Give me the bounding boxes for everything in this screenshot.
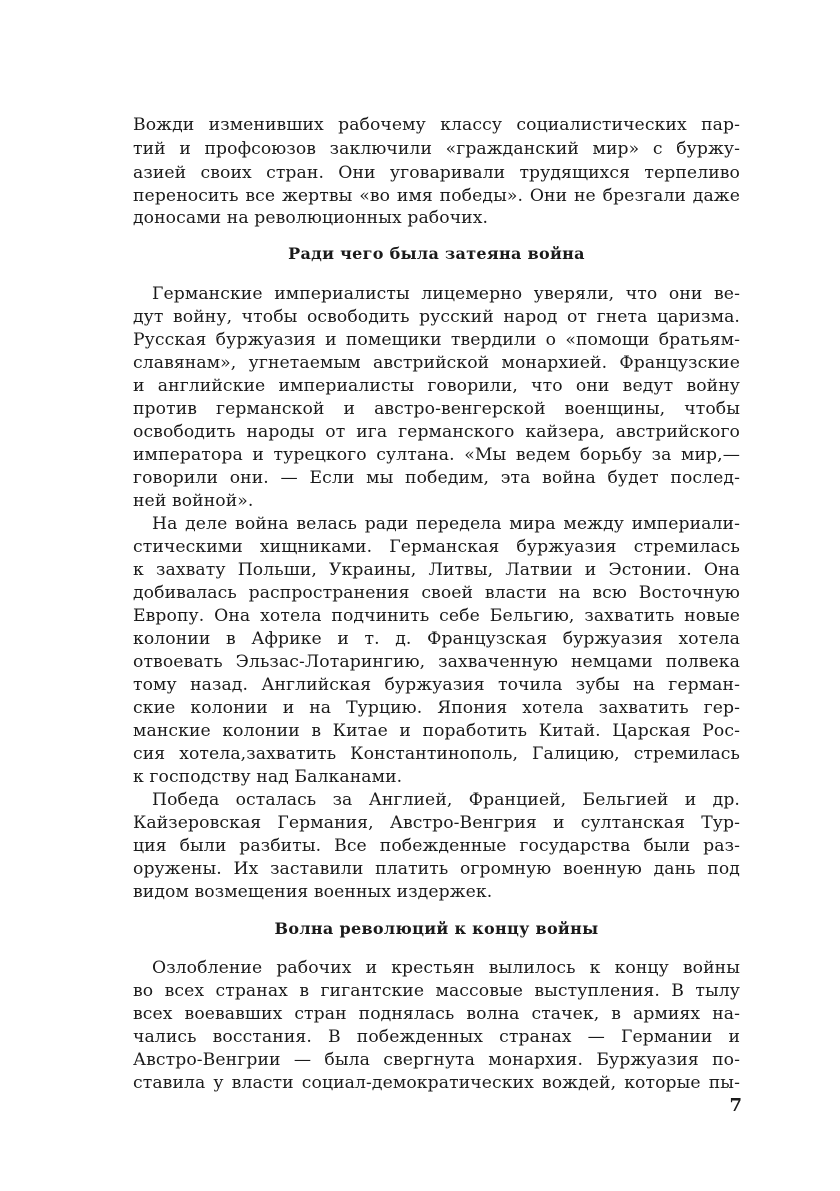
section-heading: Волна революций к концу войны [274, 919, 599, 938]
text-line: чались восстания. В побежденных странах — Германии и [133, 1027, 740, 1047]
text-line: к захвату Польши, Украины, Литвы, Латвии и Эстонии. Она [133, 560, 740, 580]
text-line: тий и профсоюзов заключили «гражданский мир» с буржу- [133, 139, 740, 159]
text-line: Германские империалисты лицемерно уверяли, что они ве- [152, 284, 740, 304]
text-line: ция были разбиты. Все побежденные государства были раз- [133, 836, 740, 856]
text-line: дут войну, чтобы освободить русский народ от гнета царизма. [133, 307, 740, 327]
text-line: азией своих стран. Они уговаривали трудящихся терпеливо [133, 163, 740, 183]
text-line: к господству над Балканами. [133, 767, 403, 787]
text-line: сия хотела,захватить Константинополь, Галицию, стремилась [133, 744, 740, 764]
text-line: императора и турецкого султана. «Мы ведем борьбу за мир,— [133, 445, 740, 465]
text-line: Кайзеровская Германия, Австро-Венгрия и султанская Тур- [133, 813, 740, 833]
text-line: тому назад. Английская буржуазия точила зубы на герман- [133, 675, 740, 695]
text-line: и английские империалисты говорили, что они ведут войну [133, 376, 740, 396]
text-line: всех воевавших стран поднялась волна стачек, в армиях на- [133, 1004, 740, 1024]
section-heading: Ради чего была затеяна война [288, 244, 585, 263]
text-line: видом возмещения военных издержек. [133, 882, 493, 902]
text-line: освободить народы от ига германского кайзера, австрийского [133, 422, 740, 442]
text-line: доносами на революционных рабочих. [133, 208, 489, 228]
text-line: ские колонии и на Турцию. Япония хотела захватить гер- [133, 698, 740, 718]
text-line: Озлобление рабочих и крестьян вылилось к концу войны [152, 958, 740, 978]
text-line: стическими хищниками. Германская буржуазия стремилась [133, 537, 740, 557]
text-line: переносить все жертвы «во имя победы». Они не брезгали даже [133, 186, 740, 206]
text-line: Австро-Венгрии — была свергнута монархия. Буржуазия по- [133, 1050, 740, 1070]
text-line: На деле война велась ради передела мира между империали- [152, 514, 740, 534]
text-line: Победа осталась за Англией, Францией, Бельгией и др. [152, 790, 740, 810]
text-line: ставила у власти социал-демократических вождей, которые пы- [133, 1073, 740, 1093]
text-line: отвоевать Эльзас-Лотарингию, захваченную немцами полвека [133, 652, 740, 672]
text-line: во всех странах в гигантские массовые выступления. В тылу [133, 981, 740, 1001]
text-line: оружены. Их заставили платить огромную военную дань под [133, 859, 740, 879]
text-line: Европу. Она хотела подчинить себе Бельгию, захватить новые [133, 606, 740, 626]
text-line: против германской и австро-венгерской военщины, чтобы [133, 399, 740, 419]
text-line: Вожди изменивших рабочему классу социалистических пар- [133, 115, 740, 135]
page-number: 7 [729, 1095, 742, 1116]
text-line: манские колонии в Китае и поработить Китай. Царская Рос- [133, 721, 740, 741]
text-line: говорили они. — Если мы победим, эта война будет послед- [133, 468, 740, 488]
text-line: добивалась распространения своей власти на всю Восточную [133, 583, 740, 603]
text-line: ней войной». [133, 491, 254, 511]
text-line: Русская буржуазия и помещики твердили о «помощи братьям- [133, 330, 740, 350]
text-line: славянам», угнетаемым австрийской монархией. Французские [133, 353, 740, 373]
text-line: колонии в Африке и т. д. Французская буржуазия хотела [133, 629, 740, 649]
